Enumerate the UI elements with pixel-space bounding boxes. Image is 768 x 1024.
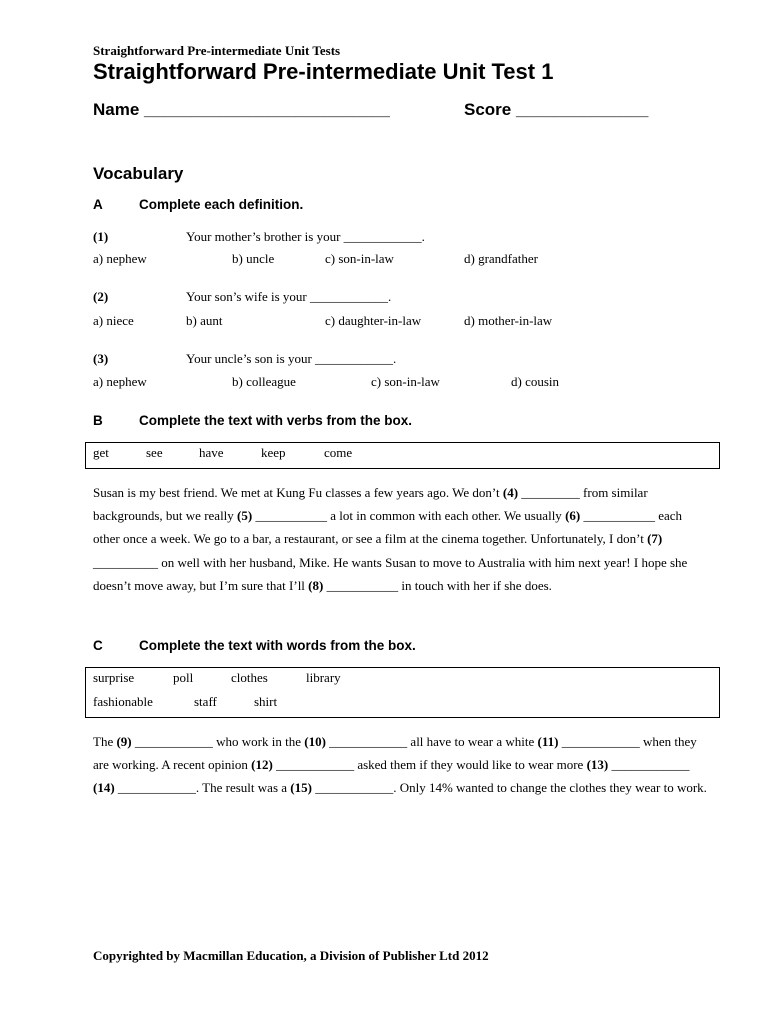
section-c-paragraph: The (9) ____________ who work in the (10) ____________ all have to wear a white (11) ____________ when they are working. A recent opinion (12) ____________ asked them if they would like to wear more (13) ____________ (14) ____________. The result was a (15) ____________. Only 14% wanted to change the clothes they wear to work. xyxy=(93,734,707,796)
word-box-item: fashionable xyxy=(93,694,153,709)
word-box-item: keep xyxy=(261,445,286,460)
blank-number: (5) xyxy=(237,508,253,524)
blank-number: (12) xyxy=(251,757,273,773)
word-box-item: get xyxy=(93,445,109,460)
name-field-label: Name __________________________ xyxy=(93,100,390,119)
copyright-notice: Copyrighted by Macmillan Education, a Division of Publisher Ltd 2012 xyxy=(93,948,489,963)
question-1-option-d: d) grandfather xyxy=(464,251,538,266)
word-box-item: library xyxy=(306,670,341,685)
section-c-instruction: Complete the text with words from the box. xyxy=(139,638,416,653)
blank-number: (13) xyxy=(586,757,609,773)
section-b-instruction: Complete the text with verbs from the box. xyxy=(139,413,413,428)
blank-number: (14) xyxy=(93,780,115,796)
score-field-label: Score ______________ xyxy=(464,100,649,119)
question-2-prompt: Your son’s wife is your ____________. xyxy=(186,289,392,304)
blank-number: (6) xyxy=(565,508,581,524)
section-c-letter: C xyxy=(93,638,103,653)
question-2-option-c: c) daughter-in-law xyxy=(325,313,422,328)
question-3-option-d: d) cousin xyxy=(511,374,560,389)
document-subtitle: Straightforward Pre-intermediate Unit Tests xyxy=(93,43,341,58)
word-box-item: shirt xyxy=(254,694,278,709)
word-box-item: surprise xyxy=(93,670,135,685)
word-box-item: have xyxy=(199,445,224,460)
section-a-letter: A xyxy=(93,197,103,212)
word-box-item: see xyxy=(146,445,163,460)
question-1-option-b: b) uncle xyxy=(232,251,275,266)
document-title: Straightforward Pre-intermediate Unit Test 1 xyxy=(93,59,554,84)
question-3-option-c: c) son-in-law xyxy=(371,374,440,389)
section-a-instruction: Complete each definition. xyxy=(139,197,304,212)
blank-number: (8) xyxy=(308,577,324,593)
question-2-option-b: b) aunt xyxy=(186,313,223,328)
question-3-prompt: Your uncle’s son is your ____________. xyxy=(186,351,397,366)
blank-number: (7) xyxy=(647,531,663,547)
question-2-option-d: d) mother-in-law xyxy=(464,313,553,328)
section-b-letter: B xyxy=(93,413,103,428)
blank-number: (9) xyxy=(116,734,132,749)
word-box-item: come xyxy=(324,445,353,460)
section-heading-vocabulary: Vocabulary xyxy=(93,164,184,183)
question-2-number: (2) xyxy=(93,289,109,304)
question-2-option-a: a) niece xyxy=(93,313,134,328)
question-1-number: (1) xyxy=(93,229,109,244)
word-box-item: poll xyxy=(173,670,194,685)
verb-word-box xyxy=(85,442,720,469)
question-1-option-c: c) son-in-law xyxy=(325,251,394,266)
word-box-item: clothes xyxy=(231,670,268,685)
blank-number: (10) xyxy=(304,734,326,749)
word-box-item: staff xyxy=(194,694,217,709)
question-3-number: (3) xyxy=(93,351,109,366)
section-b-paragraph: Susan is my best friend. We met at Kung Fu classes a few years ago. We don’t (4) _________ from similar backgrounds, but we really (5) ___________ a lot in common with each other. We usually (6) ___________ each other once a week. We go to a bar, a restaurant, or see a film at the cinema together. Unfortunately, I don’t (7) __________ on well with her husband, Mike. He wants Susan to move to Australia with him next year! I hope she doesn’t move away, but I’m sure that I’ll (8) ___________ in touch with her if she does. xyxy=(93,485,688,593)
blank-number: (11) xyxy=(537,734,559,749)
question-1-option-a: a) nephew xyxy=(93,251,147,266)
blank-number: (4) xyxy=(502,485,519,500)
question-3-option-a: a) nephew xyxy=(93,374,147,389)
blank-number: (15) xyxy=(290,780,312,796)
question-3-option-b: b) colleague xyxy=(232,374,296,389)
question-1-prompt: Your mother’s brother is your ____________. xyxy=(186,229,425,244)
